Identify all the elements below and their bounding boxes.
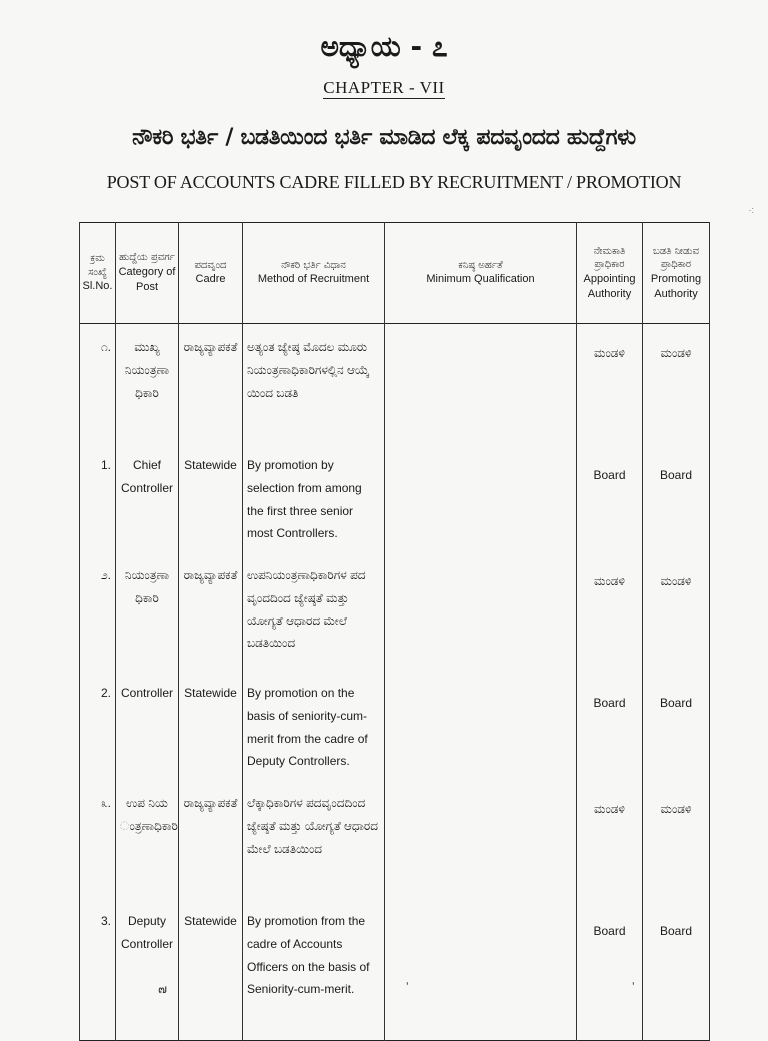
cell-qualification bbox=[385, 780, 577, 902]
cell-cadre: Statewide bbox=[179, 674, 243, 780]
cell-appointing: Board bbox=[577, 674, 643, 780]
cell-cadre: ರಾಜ್ಯವ್ಯಾಪಕತೆ bbox=[179, 324, 243, 447]
footer-mark-left: ๗ bbox=[158, 982, 168, 996]
cell-method: By promotion on the basis of seniority-cum-merit from the cadre of Deputy Controllers. bbox=[243, 674, 385, 780]
cell-method: ಲೆಕ್ಕಾಧಿಕಾರಿಗಳ ಪದವೃಂದದಿಂದ ಜ್ಯೇಷ್ಠತೆ ಮತ್ತು ಯೋಗ್ಯತೆ ಆಧಾರದ ಮೇಲೆ ಬಡತಿಯಿಂದ bbox=[243, 780, 385, 902]
col-header-slno: ಕ್ರಮ ಸಂಖ್ಯೆ Sl.No. bbox=[80, 223, 116, 324]
cell-category: Deputy Controller bbox=[116, 902, 179, 1041]
chapter-heading-english-text: CHAPTER - VII bbox=[323, 78, 445, 97]
cell-category: ನಿಯಂತ್ರಣಾ ಧಿಕಾರಿ bbox=[116, 552, 179, 674]
table-row bbox=[80, 780, 710, 902]
cell-qualification bbox=[385, 552, 577, 674]
table-header-row bbox=[80, 223, 710, 324]
cell-appointing: Board bbox=[577, 902, 643, 1041]
col-header-appointing: ನೇಮಕಾತಿ ಪ್ರಾಧಿಕಾರ Appointing Authority bbox=[577, 223, 643, 324]
cell-appointing: ಮಂಡಳಿ bbox=[577, 324, 643, 447]
footer-mark-center: ʼ bbox=[406, 980, 409, 994]
cell-method: By promotion by selection from among the first three senior most Controllers. bbox=[243, 446, 385, 552]
cell-promoting: ಮಂಡಳಿ bbox=[643, 552, 710, 674]
cell-cadre: ರಾಜ್ಯವ್ಯಾಪಕತೆ bbox=[179, 780, 243, 902]
cell-promoting: Board bbox=[643, 446, 710, 552]
scan-speck: ·: bbox=[748, 205, 754, 215]
cell-slno: ೨. bbox=[80, 552, 116, 674]
cell-slno: 2. bbox=[80, 674, 116, 780]
cell-method: By promotion from the cadre of Accounts Officers on the basis of Seniority-cum-merit. bbox=[243, 902, 385, 1041]
col-header-promoting: ಬಡತಿ ನೀಡುವ ಪ್ರಾಧಿಕಾರ Promoting Authority bbox=[643, 223, 710, 324]
col-header-category: ಹುದ್ದೆಯ ಪ್ರವರ್ಗ Category of Post bbox=[116, 223, 179, 324]
cell-method: ಉಪನಿಯಂತ್ರಣಾಧಿಕಾರಿಗಳ ಪದ ವೃಂದದಿಂದ ಜ್ಯೇಷ್ಠತೆ ಮತ್ತು ಯೋಗ್ಯತೆ ಆಧಾರದ ಮೇಲೆ ಬಡತಿಯಿಂದ bbox=[243, 552, 385, 674]
cell-appointing: Board bbox=[577, 446, 643, 552]
table-row bbox=[80, 446, 710, 552]
page-title-english: POST OF ACCOUNTS CADRE FILLED BY RECRUITMENT / PROMOTION bbox=[106, 172, 682, 192]
page-title-kannada: ನೌಕರಿ ಭರ್ತಿ / ಬಡತಿಯಿಂದ ಭರ್ತಿ ಮಾಡಿದ ಲೆಕ್ಕ ಪದವೃಂದದ ಹುದ್ದೆಗಳು bbox=[132, 125, 636, 150]
cell-qualification bbox=[385, 674, 577, 780]
chapter-heading-kannada: ಅಧ್ಯಾಯ - ೭ bbox=[320, 30, 448, 63]
cell-category: ಉಪ ನಿಯ ಂತ್ರಣಾಧಿಕಾರಿ bbox=[116, 780, 179, 902]
cell-promoting: ಮಂಡಳಿ bbox=[643, 780, 710, 902]
table-row bbox=[80, 674, 710, 780]
cell-slno: 1. bbox=[80, 446, 116, 552]
cell-appointing: ಮಂಡಳಿ bbox=[577, 780, 643, 902]
footer-mark-right: ʼ bbox=[632, 980, 635, 994]
cell-promoting: Board bbox=[643, 902, 710, 1041]
chapter-heading-english bbox=[0, 78, 768, 98]
table-row bbox=[80, 552, 710, 674]
col-header-method: ನೌಕರಿ ಭರ್ತಿ ವಿಧಾನ Method of Recruitment bbox=[243, 223, 385, 324]
col-header-cadre: ಪದವೃಂದ Cadre bbox=[179, 223, 243, 324]
cell-category: Controller bbox=[116, 674, 179, 780]
cell-qualification bbox=[385, 446, 577, 552]
cell-slno: ೧. bbox=[80, 324, 116, 447]
cell-category: ಮುಖ್ಯ ನಿಯಂತ್ರಣಾ ಧಿಕಾರಿ bbox=[116, 324, 179, 447]
table-row bbox=[80, 324, 710, 447]
cell-category: Chief Controller bbox=[116, 446, 179, 552]
cell-promoting: ಮಂಡಳಿ bbox=[643, 324, 710, 447]
cell-cadre: Statewide bbox=[179, 902, 243, 1041]
cell-appointing: ಮಂಡಳಿ bbox=[577, 552, 643, 674]
cell-slno: ೩. bbox=[80, 780, 116, 902]
cell-qualification bbox=[385, 324, 577, 447]
cell-slno: 3. bbox=[80, 902, 116, 1041]
table-row bbox=[80, 902, 710, 1041]
cell-cadre: ರಾಜ್ಯವ್ಯಾಪಕತೆ bbox=[179, 552, 243, 674]
cadre-table bbox=[79, 222, 710, 1041]
cell-cadre: Statewide bbox=[179, 446, 243, 552]
cell-promoting: Board bbox=[643, 674, 710, 780]
col-header-qualification: ಕನಿಷ್ಠ ಅರ್ಹತೆ Minimum Qualification bbox=[385, 223, 577, 324]
cell-method: ಅತ್ಯಂತ ಜ್ಯೇಷ್ಠ ಮೊದಲ ಮೂರು ನಿಯಂತ್ರಣಾಧಿಕಾರಿಗಳಲ್ಲಿನ ಆಯ್ಕೆ ಯಿಂದ ಬಡತಿ bbox=[243, 324, 385, 447]
cell-qualification bbox=[385, 902, 577, 1041]
